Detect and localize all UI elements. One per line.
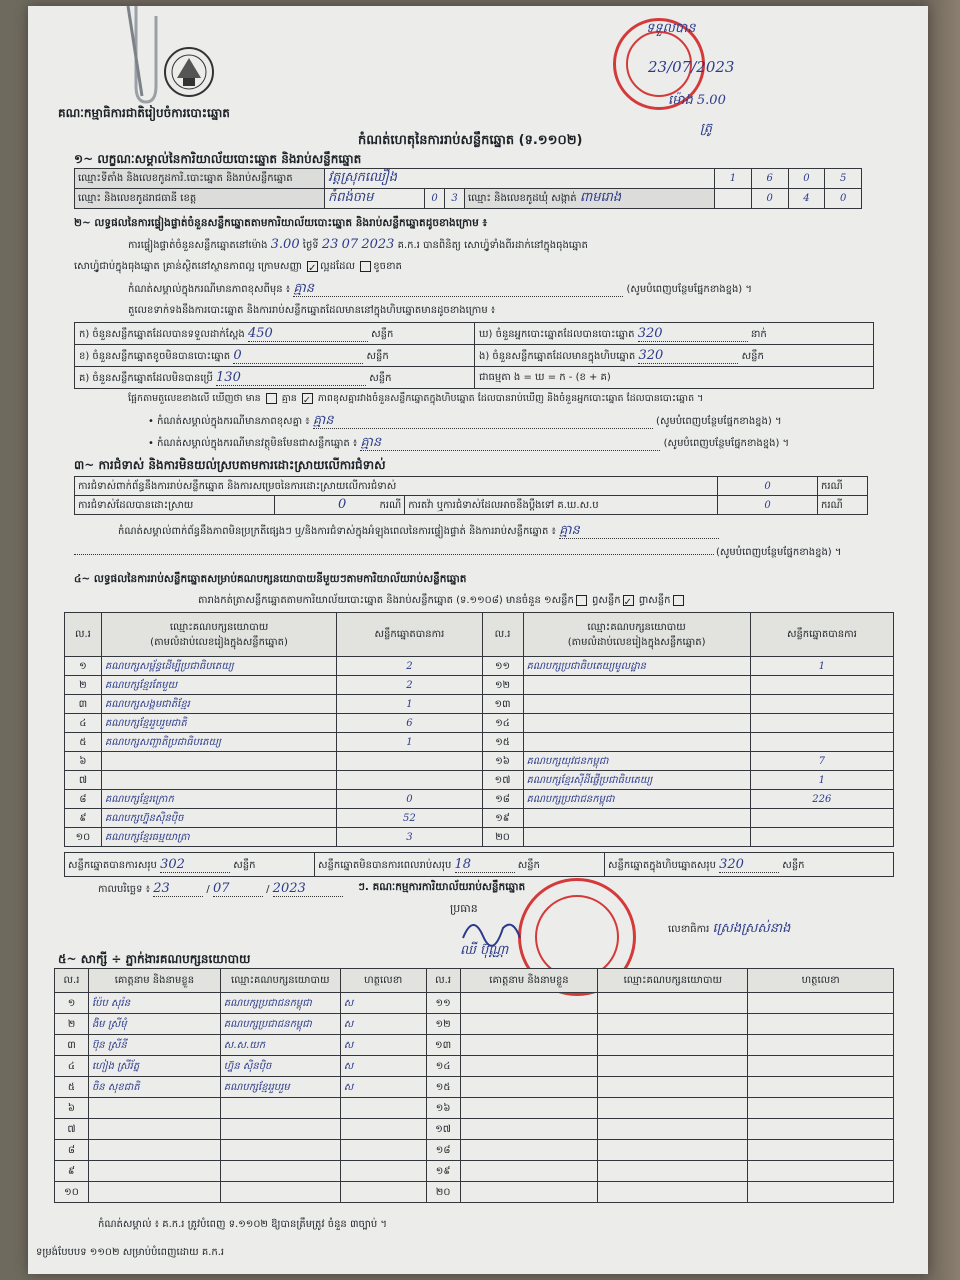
witness-signature <box>340 1161 426 1182</box>
commune-value: ពាមរោង <box>579 190 622 205</box>
total-valid: 302 <box>160 857 230 873</box>
result-party: គណបក្សប្រជាធិបតេយ្យមូលដ្ឋាន <box>523 657 750 676</box>
witness-number: ១៦ <box>426 1098 460 1119</box>
result-number: ១ <box>65 657 102 676</box>
commune-code-3: 0 <box>825 189 862 209</box>
witness-name <box>460 1077 598 1098</box>
witness-name <box>460 1161 598 1182</box>
bullet2-value: គ្មាន <box>360 436 660 451</box>
results-row <box>65 714 894 733</box>
sheets-2-checkbox[interactable]: ✓ <box>623 596 632 608</box>
result-number: ១៣ <box>482 695 523 714</box>
objections-row1: ការជំទាស់ពាក់ព័ន្ធនឹងការរាប់សន្លឹកឆ្នោត និងការសម្រេចនៃការដោះស្រាយលើការជំទាស់ <box>75 477 718 496</box>
totals-table: សន្លឹកឆ្នោតបានការសរុប 302 សន្លឹក សន្លឹកឆ្នោតមិនបានការពេលរាប់សរុប 18 សន្លឹក សន្លឹកឆ្នោតក្នុងហិបឆ្នោតសរុប 320 សន្លឹក <box>64 852 894 877</box>
result-votes: 2 <box>337 657 482 676</box>
received-label: ទទួលបាន <box>646 21 696 36</box>
witness-name <box>88 1161 220 1182</box>
note1-line: កំណត់សម្គាល់ក្នុងករណីមានភាពខុសពីមុន ៖ គ្មាន (សូមបំពេញបន្ថែមផ្នែកខាងខ្នង) ។ <box>128 281 752 296</box>
witness-party <box>220 1182 340 1203</box>
section3-note-line <box>74 554 714 555</box>
formula: ជាធម្មតា ង = ឃ = ក - (ខ + គ) <box>479 372 611 383</box>
witness-number: ១៩ <box>426 1161 460 1182</box>
ballots-received: 450 <box>248 326 368 342</box>
objections-resolved-label: ការជំទាស់ដែលបានដោះស្រាយ <box>75 496 275 515</box>
form-title: កំណត់ហេតុនៃការរាប់សន្លឹកឆ្នោត (ទ.១១០២) <box>358 133 583 148</box>
section3-note-value: គ្មាន <box>559 524 719 539</box>
location-code-1: 1 <box>715 169 752 189</box>
footnote: កំណត់សម្គាល់ ៖ គ.ក.រ ត្រូវបំពេញ ទ.១១០២ ឱ្យបានត្រឹមត្រូវ ចំនួន ៣ច្បាប់ ។ <box>98 1219 387 1230</box>
province-code-1: 0 <box>425 189 445 209</box>
result-party: គណបក្សយុវជនកម្ពុជា <box>523 752 750 771</box>
chair-label: ប្រធាន <box>450 902 478 915</box>
witness-signature <box>748 1182 894 1203</box>
bullet1-line: • កំណត់សម្គាល់ក្នុងករណីមានភាពខុសគ្នា ៖ គ្មាន (សូមបំពេញបន្ថែមផ្នែកខាងខ្នង) ។ <box>148 413 782 428</box>
witness-number: ២ <box>55 1014 89 1035</box>
witness-signature <box>340 1098 426 1119</box>
result-votes <box>750 676 893 695</box>
result-party: គណបក្សសង្គមជាតិខ្មែរ <box>101 695 336 714</box>
location-code-4: 5 <box>825 169 862 189</box>
witness-number: ៨ <box>55 1140 89 1161</box>
witness-signature: ស <box>340 993 426 1014</box>
secretary-line: លេខាធិការ ស្រេងស្រស់នាង <box>668 921 791 936</box>
chair-name: ឈី ប៊ុណ្ណា <box>460 943 509 958</box>
witness-name <box>88 1140 220 1161</box>
witness-name <box>460 1035 598 1056</box>
date-line: កាលបរិច្ឆេទ ៖ 23 / 07 / 2023 <box>98 882 343 897</box>
diff-yes-checkbox[interactable] <box>266 393 277 404</box>
witness-number: ១២ <box>426 1014 460 1035</box>
witness-signature: ស <box>340 1056 426 1077</box>
result-party <box>523 809 750 828</box>
witness-number: ១៧ <box>426 1119 460 1140</box>
location-code-2: 6 <box>751 169 788 189</box>
commune-label: ឈ្មោះ និងលេខកូដឃុំ សង្កាត់ <box>468 193 577 204</box>
witness-party <box>598 1140 748 1161</box>
witness-name <box>460 1098 598 1119</box>
result-party: គណបក្សខ្មែររួបរួមជាតិ <box>101 714 336 733</box>
witness-signature: ស <box>340 1014 426 1035</box>
witness-row <box>55 1119 894 1140</box>
witness-row <box>55 1098 894 1119</box>
ballot-counts-table <box>74 322 874 389</box>
results-row <box>65 752 894 771</box>
results-table: ល.រ ឈ្មោះគណបក្សនយោបាយ (តាមលំដាប់លេខរៀងក្នុងសន្លឹកឆ្នោត) សន្លឹកឆ្នោតបានការ ល.រ ឈ្មោះគណបក្សនយោបាយ (តាមលំដាប់លេខរៀងក្នុងសន្លឹកឆ្នោត) សន្លឹកឆ្នោតបានការ ១ គណបក្សសម្ព័ន្ធដើម្បីប្រជាធិបតេយ្យ 2 ១១ គណបក្សប្រជាធិបតេយ្យមូលដ្ឋាន 1 ២ គណបក្សខ្មែរតែមួយ 2 ១២ ៣ គណបក្សសង្គមជាតិខ្មែរ 1 ១៣ ៤ គណបក្សខ្មែររួបរួមជាតិ 6 ១៤ ៥ គណបក្សសញ្ជាតិប្រជាធិបតេយ្យ 1 ១៥ ៦ ១៦ គណបក្សយុវជនកម្ពុជា 7 ៧ ១៧ គណបក្សខ្មែរស៊ីដីផ្លើប្រជាធិបតេយ្យ 1 ៨ គណបក្សខ្មែរក្រោក 0 ១៨ គណបក្សប្រជាជនកម្ពុជា 226 ៩ គណបក្សហ្វ៊ុនស៊ិនប៉ិច 52 ១៩ ១០ គណបក្សខ្មែរធម្មយាត្រា 3 ២០ <box>64 612 894 847</box>
witness-party: ស.ស.យក <box>220 1035 340 1056</box>
commune-code-2: 4 <box>788 189 825 209</box>
result-party: គណបក្សហ្វ៊ុនស៊ិនប៉ិច <box>101 809 336 828</box>
objections-table: ការជំទាស់ពាក់ព័ន្ធនឹងការរាប់សន្លឹកឆ្នោត និងការសម្រេចនៃការដោះស្រាយលើការជំទាស់ 0 ករណី ការជំទាស់ដែលបានដោះស្រាយ 0 ករណី ការតវ៉ា ឬការជំទាស់ដែលអាចនឹងប្តឹងទៅ គ.ឃ.ស.ប 0 ករណី <box>74 476 868 515</box>
note1-value: គ្មាន <box>293 282 623 297</box>
witness-signature <box>748 1119 894 1140</box>
result-number: ១៩ <box>482 809 523 828</box>
diff-no-checkbox[interactable]: ✓ <box>302 393 313 404</box>
result-party <box>523 695 750 714</box>
location-value: វត្តស្រុកឈឿង <box>328 170 397 185</box>
result-party <box>101 771 336 790</box>
compare-line: ផ្អែកតាមតួលេខខាងលើ ឃើញថា មាន គ្មាន ✓ ភាពខុសគ្នារវាងចំនួនសន្លឹកឆ្នោតក្នុងហិបឆ្នោត ដែលបានរាប់ឃើញ និងចំនួនអ្នកបោះឆ្នោត ដែលបានបោះឆ្នោត ។ <box>128 393 704 406</box>
witness-name <box>88 1182 220 1203</box>
witness-signature <box>340 1140 426 1161</box>
verify-line: ការផ្ទៀងផ្ទាត់ចំនួនសន្លឹកឆ្នោតនៅម៉ោង 3.00 ថ្ងៃទី 23 07 2023 គ.ក.រ បានពិនិត្យ សោហ្វ៉ូទាំងពីរដាក់នៅក្នុងធុងឆ្នោត <box>128 237 588 252</box>
witness-party <box>598 1182 748 1203</box>
appeals-label: ការតវ៉ា ឬការជំទាស់ដែលអាចនឹងប្តឹងទៅ គ.ឃ.ស.ប <box>405 496 718 515</box>
results-row <box>65 809 894 828</box>
witness-table: ល.រ គោត្តនាម និងនាមខ្លួន ឈ្មោះគណបក្សនយោបាយ ហត្ថលេខា ល.រ គោត្តនាម និងនាមខ្លួន ឈ្មោះគណបក្សនយោបាយ ហត្ថលេខា ១ ប៉ែប សុរ៉ន គណបក្សប្រជាជនកម្ពុជា ស ១១ ២ ងិម ស្រីមុំ គណបក្សប្រជាជនកម្ពុជា ស ១២ ៣ ប៊ុន ស្រីនី ស.ស.យក ស ១៣ ៤ ហៀង ស្រីរ័ត្ន ហ្វ៊ុន ស៊ិនប៉ិច ស ១៤ ៥ ចិន សុខជាតិ គណបក្សខ្មែររួបរួម ស ១៥ ៦ ១៦ ៧ ១៧ ៨ ១៨ ៩ ១៩ ១០ ២០ <box>54 968 894 1203</box>
witness-row <box>55 1140 894 1161</box>
witness-party <box>598 1077 748 1098</box>
witness-name <box>460 1140 598 1161</box>
section1-table <box>74 168 862 209</box>
witness-name: ចិន សុខជាតិ <box>88 1077 220 1098</box>
province-label: ឈ្មោះ និងលេខកូដរាជធានី ខេត្ត <box>75 189 325 209</box>
section4-title: ៤~ លទ្ធផលនៃការរាប់សន្លឹកឆ្នោតសម្រាប់គណបក្សនយោបាយនីមួយៗតាមការិយាល័យរាប់សន្លឹកឆ្នោត <box>74 573 467 585</box>
witness-party <box>598 1014 748 1035</box>
section3-note: កំណត់សម្គាល់ពាក់ព័ន្ធនឹងភាពមិនប្រក្រតីផ្សេងៗ ឬ/និងការជំទាស់ក្នុងអំឡុងពេលនៃការផ្ទៀងផ្ទាត់ និងការរាប់សន្លឹកឆ្នោត ៖ គ្មាន <box>118 524 719 539</box>
witness-signature: ស <box>340 1077 426 1098</box>
result-number: ១៨ <box>482 790 523 809</box>
received-time: ម៉ោង 5.00 <box>668 93 726 108</box>
section1-title: ១~ លក្ខណៈសម្គាល់នៃការិយាល័យបោះឆ្នោត និងរាប់សន្លឹកឆ្នោត <box>74 152 362 166</box>
witness-party <box>598 1056 748 1077</box>
witness-signature <box>748 1098 894 1119</box>
witness-signature <box>748 1140 894 1161</box>
result-number: ១៦ <box>482 752 523 771</box>
witness-party: ហ្វ៊ុន ស៊ិនប៉ិច <box>220 1056 340 1077</box>
result-party <box>101 752 336 771</box>
result-votes <box>750 828 893 847</box>
witness-name: ហៀង ស្រីរ័ត្ន <box>88 1056 220 1077</box>
witness-party: គណបក្សខ្មែររួបរួម <box>220 1077 340 1098</box>
witness-name <box>460 1014 598 1035</box>
result-party: គណបក្សខ្មែរតែមួយ <box>101 676 336 695</box>
witness-name: ងិម ស្រីមុំ <box>88 1014 220 1035</box>
witness-number: ១ <box>55 993 89 1014</box>
result-votes: 1 <box>750 657 893 676</box>
result-number: ៨ <box>65 790 102 809</box>
result-party: គណបក្សខ្មែរធម្មយាត្រា <box>101 828 336 847</box>
witness-row <box>55 1077 894 1098</box>
secretary-name: ស្រេងស្រស់នាង <box>712 921 791 936</box>
commune-code-1: 0 <box>751 189 788 209</box>
witness-name <box>460 1182 598 1203</box>
nec-logo-icon <box>163 46 215 98</box>
witness-signature <box>340 1119 426 1140</box>
witness-number: ១៤ <box>426 1056 460 1077</box>
witness-name: ប៊ុន ស្រីនី <box>88 1035 220 1056</box>
witness-number: ៧ <box>55 1119 89 1140</box>
witness-name: ប៉ែប សុរ៉ន <box>88 993 220 1014</box>
section2-title: ២~ លទ្ធផលនៃការផ្ទៀងផ្ទាត់ចំនួនសន្លឹកឆ្នោតតាមការិយាល័យបោះឆ្នោត និងរាប់សន្លឹកឆ្នោតដូចខាងក្រោម ៖ <box>74 217 488 229</box>
total-invalid: 18 <box>455 857 515 873</box>
ballots-spoiled: 0 <box>233 348 363 364</box>
results-row <box>65 771 894 790</box>
witness-number: ១០ <box>55 1182 89 1203</box>
witness-number: ១៨ <box>426 1140 460 1161</box>
witness-number: ៤ <box>55 1056 89 1077</box>
witness-name <box>460 1056 598 1077</box>
section4-sub: តារាងកត់ត្រាសន្លឹកឆ្នោតតាមការិយាល័យបោះឆ្នោត និងរាប់សន្លឹកឆ្នោត (ទ.១១០៨) មានចំនួន ១សន្លឹក ព្ធសន្លឹក ✓ ព្ធាសន្លឹក <box>198 594 686 608</box>
result-number: ២ <box>65 676 102 695</box>
ballots-unused: 130 <box>216 370 366 386</box>
witness-party <box>220 1161 340 1182</box>
witness-row <box>55 1014 894 1035</box>
section3-title: ៣~ ការជំទាស់ និងការមិនយល់ស្របតាមការដោះស្រាយលើការជំទាស់ <box>74 458 386 472</box>
paper-clip-icon <box>124 6 160 106</box>
result-votes: 1 <box>750 771 893 790</box>
bullet1-value: គ្មាន <box>313 414 653 429</box>
witness-number: ៥ <box>55 1077 89 1098</box>
committee-label: ៗ. គណៈកម្មការការិយាល័យរាប់សន្លឹកឆ្នោត <box>358 881 526 893</box>
witness-party <box>220 1119 340 1140</box>
result-votes <box>337 752 482 771</box>
results-row <box>65 790 894 809</box>
result-number: ១៤ <box>482 714 523 733</box>
witness-number: ១៣ <box>426 1035 460 1056</box>
witness-party <box>220 1140 340 1161</box>
result-votes <box>750 733 893 752</box>
witness-row <box>55 993 894 1014</box>
witness-row <box>55 1035 894 1056</box>
results-row <box>65 657 894 676</box>
witness-number: ២០ <box>426 1182 460 1203</box>
form-footer: ទម្រង់បែបបទ ១១០២ សម្រាប់បំពេញដោយ គ.ក.រ <box>36 1247 225 1258</box>
received-date: 23/07/2023 <box>648 58 735 76</box>
witness-party <box>598 993 748 1014</box>
witness-party: គណបក្សប្រជាជនកម្ពុជា <box>220 1014 340 1035</box>
results-row <box>65 676 894 695</box>
result-votes <box>337 771 482 790</box>
witness-name <box>88 1119 220 1140</box>
result-party <box>523 733 750 752</box>
result-number: ២០ <box>482 828 523 847</box>
result-number: ១៥ <box>482 733 523 752</box>
verify-month: 07 <box>341 237 359 252</box>
total-in-box: 320 <box>719 857 779 873</box>
results-row <box>65 733 894 752</box>
result-votes: 0 <box>337 790 482 809</box>
result-votes <box>750 809 893 828</box>
witness-signature <box>748 993 894 1014</box>
commission-name: គណៈកម្មាធិការជាតិរៀបចំការបោះឆ្នោត <box>58 106 230 120</box>
witness-row <box>55 1056 894 1077</box>
result-party: គណបក្សសម្ព័ន្ធដើម្បីប្រជាធិបតេយ្យ <box>101 657 336 676</box>
witness-number: ៦ <box>55 1098 89 1119</box>
section3-hint: (សូមបំពេញបន្ថែមផ្នែកខាងខ្នង) ។ <box>716 547 842 558</box>
witness-party: គណបក្សប្រជាជនកម្ពុជា <box>220 993 340 1014</box>
result-number: ១៧ <box>482 771 523 790</box>
location-label: ឈ្មោះទីតាំង និងលេខកូដការិ.បោះឆ្នោត និងរាប់សន្លឹកឆ្នោត <box>75 169 325 189</box>
result-votes: 3 <box>337 828 482 847</box>
result-party <box>523 714 750 733</box>
result-votes: 1 <box>337 695 482 714</box>
count-row-a: ក) ចំនួនសន្លឹកឆ្នោតដែលបានទទួលដាក់ស្តែង 450 សន្លឹក ឃ) ចំនួនអ្នកបោះឆ្នោតដែលបានបោះឆ្នោត 320 នាក់ <box>75 323 874 345</box>
result-votes <box>750 714 893 733</box>
result-party: គណបក្សប្រជាជនកម្ពុជា <box>523 790 750 809</box>
witness-number: ៣ <box>55 1035 89 1056</box>
seal-ok-checkbox[interactable]: ✓ <box>308 262 317 274</box>
witness-name <box>460 993 598 1014</box>
witness-party <box>220 1098 340 1119</box>
verify-day: 23 <box>321 237 339 252</box>
result-number: ៥ <box>65 733 102 752</box>
section5-title: ៥~ សាក្សី ÷ ភ្នាក់ងារគណបក្សនយោបាយ <box>58 952 251 966</box>
result-votes: 2 <box>337 676 482 695</box>
result-number: ៣ <box>65 695 102 714</box>
appeals-count: 0 <box>718 496 818 515</box>
witness-number: ១៥ <box>426 1077 460 1098</box>
result-number: ៧ <box>65 771 102 790</box>
count-row-c: គ) ចំនួនសន្លឹកឆ្នោតដែលមិនបានប្រើ 130 សន្លឹក ជាធម្មតា ង = ឃ = ក - (ខ + គ) <box>75 367 874 389</box>
result-votes: 226 <box>750 790 893 809</box>
province-code-2: 3 <box>445 189 465 209</box>
result-party: គណបក្សខ្មែរស៊ីដីផ្លើប្រជាធិបតេយ្យ <box>523 771 750 790</box>
results-row <box>65 695 894 714</box>
result-number: ៩ <box>65 809 102 828</box>
voters-count: 320 <box>638 326 748 342</box>
witness-signature <box>340 1182 426 1203</box>
result-party: គណបក្សសញ្ជាតិប្រជាធិបតេយ្យ <box>101 733 336 752</box>
witness-name <box>88 1098 220 1119</box>
verify-year: 2023 <box>361 237 395 252</box>
result-votes: 7 <box>750 752 893 771</box>
witness-signature <box>748 1014 894 1035</box>
objections-count: 0 <box>718 477 818 496</box>
result-number: ១១ <box>482 657 523 676</box>
result-party <box>523 676 750 695</box>
witness-party <box>598 1098 748 1119</box>
witness-signature <box>748 1077 894 1098</box>
result-number: ១០ <box>65 828 102 847</box>
seal-damaged-checkbox[interactable] <box>360 261 371 272</box>
sheets-3-checkbox[interactable] <box>673 595 684 606</box>
witness-party <box>598 1035 748 1056</box>
result-votes <box>750 695 893 714</box>
results-row <box>65 828 894 847</box>
witness-party <box>598 1119 748 1140</box>
seal-status-line: សោហ្វ៉ូជាប់ក្នុងធុងឆ្នោត គ្រាន់ស្ថិតនៅស្ថានភាពល្អ ក្រោមសញ្ញា ✓ ល្អដដែល ខូចខាត <box>74 261 402 274</box>
received-sign: ត្រូ <box>700 121 713 136</box>
result-votes: 6 <box>337 714 482 733</box>
witness-signature <box>748 1161 894 1182</box>
result-party <box>523 828 750 847</box>
result-number: ៦ <box>65 752 102 771</box>
result-number: ១២ <box>482 676 523 695</box>
witness-party <box>598 1161 748 1182</box>
result-party: គណបក្សខ្មែរក្រោក <box>101 790 336 809</box>
witness-signature <box>748 1035 894 1056</box>
witness-row <box>55 1182 894 1203</box>
ballots-in-box: 320 <box>638 348 738 364</box>
location-code-3: 0 <box>788 169 825 189</box>
count-row-b: ខ) ចំនួនសន្លឹកឆ្នោតខូចមិនបានបោះឆ្នោត 0 សន្លឹក ង) ចំនួនសន្លឹកឆ្នោតដែលមានក្នុងហិបឆ្នោត 320 សន្លឹក <box>75 345 874 367</box>
objections-resolved: 0 <box>338 497 347 512</box>
result-votes: 52 <box>337 809 482 828</box>
bullet2-line: • កំណត់សម្គាល់ក្នុងករណីមានវត្ថុមិនមែនជាសន្លឹកឆ្នោត ៖ គ្មាន (សូមបំពេញបន្ថែមផ្នែកខាងខ្នង) ។ <box>148 435 790 450</box>
witness-name <box>460 1119 598 1140</box>
sheets-1-checkbox[interactable] <box>576 595 587 606</box>
witness-signature <box>748 1056 894 1077</box>
witness-row <box>55 1161 894 1182</box>
form-sheet <box>28 6 928 1274</box>
result-votes: 1 <box>337 733 482 752</box>
witness-number: ១១ <box>426 993 460 1014</box>
result-number: ៤ <box>65 714 102 733</box>
witness-number: ៩ <box>55 1161 89 1182</box>
province-value: កំពង់ចាម <box>328 190 374 205</box>
witness-signature: ស <box>340 1035 426 1056</box>
verify-time: 3.00 <box>270 237 300 252</box>
table-intro: តួលេខទាក់ទងនឹងការបោះឆ្នោត និងការរាប់សន្លឹកឆ្នោតដែលមាននៅក្នុងហិបឆ្នោតមានដូចខាងក្រោម ៖ <box>128 305 496 316</box>
